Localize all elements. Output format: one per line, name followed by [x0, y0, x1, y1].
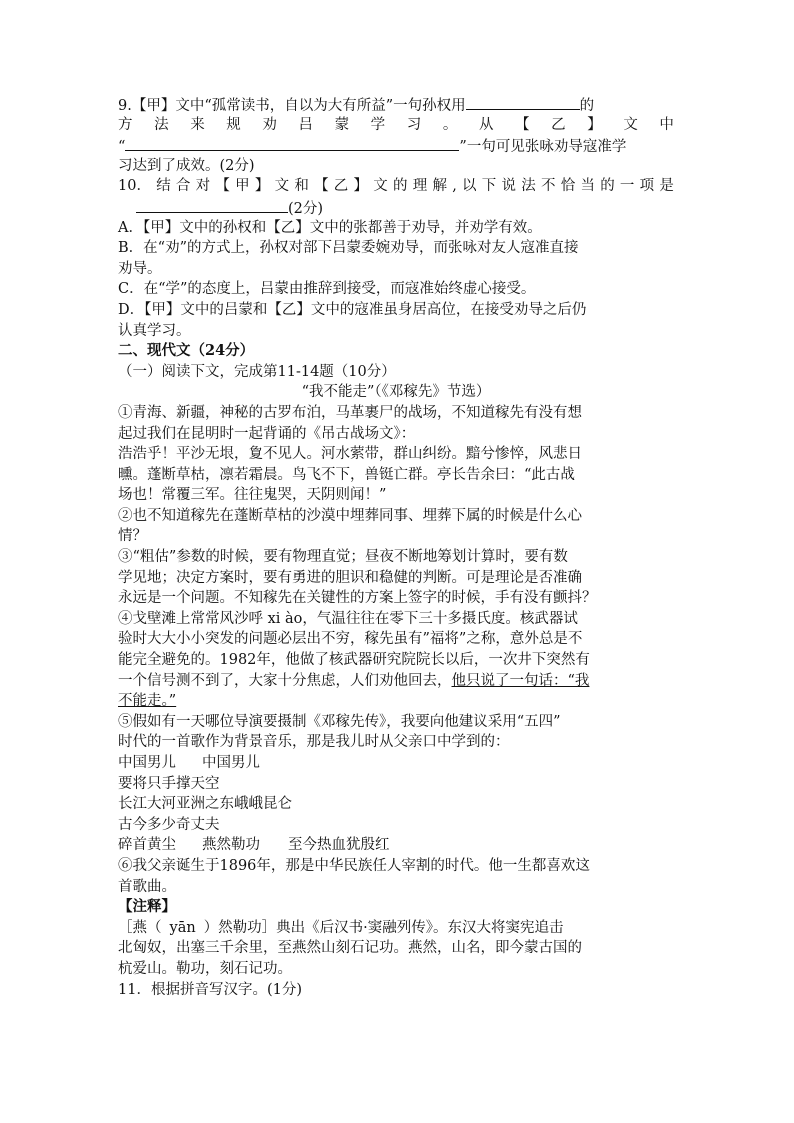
underlined-quote-end: 不能走。” [118, 693, 177, 710]
passage-line: 场也！常覆三军。往往鬼哭，天阴则闻！” [118, 487, 387, 504]
q9-line-1 [118, 94, 674, 115]
q9-char: 【 [515, 116, 530, 133]
passage-line: 能完全避免的。1982年，他做了核武器研究院院长以后，一次井下突然有 [118, 652, 590, 669]
q10-char: 结 [156, 178, 171, 195]
q10-char: 的 [393, 178, 408, 195]
q9-char: 吕 [298, 116, 313, 133]
q9-char: 文 [623, 116, 638, 133]
passage-line: 永远是一个问题。不知稼先在关键性的方案上签字的时候，手有没有颤抖？ [118, 590, 597, 607]
q10-char: 解 [432, 178, 447, 195]
q10-char: 说 [501, 178, 517, 195]
q10-char: 以 [462, 178, 477, 195]
q9-line-2 [118, 115, 674, 136]
q10-char: 】 [353, 178, 369, 195]
song-line: 古今多少奇丈夫 [118, 816, 220, 833]
q10-char: 下 [481, 178, 497, 195]
passage-line: 情？ [118, 528, 147, 545]
song-line [118, 753, 674, 774]
q9-char: 】 [587, 116, 602, 133]
q10-answer-blank[interactable] [136, 197, 288, 213]
passage-line: 曛。蓬断草枯，凛若霜晨。鸟飞不下，兽铤亡群。亭长告余曰：“此古战 [118, 466, 575, 483]
q9-char: 蒙 [334, 116, 350, 133]
q9-char: 规 [226, 116, 241, 133]
note-heading: 【注释】 [118, 898, 176, 916]
q9-char: 方 [118, 116, 133, 133]
q9-text: 9.【甲】文中“孤常读书，自以为大有所益”一句孙权用 [118, 98, 466, 114]
passage-line: ④戈壁滩上常常风沙呼 xi ào，气温往往在零下三十多摄氏度。核武器试 [118, 610, 578, 627]
q9-char: 来 [190, 116, 205, 133]
pinyin: yān [169, 919, 196, 936]
passage-line: 浩浩乎！平沙无垠，夐不见人。河水萦带，群山纠纷。黯兮惨悴，风悲日 [118, 446, 582, 463]
song-phrase: 中国男儿 [202, 755, 260, 771]
q10-char: 】 [254, 178, 270, 195]
passage-line: 学见地；决定方案时，要有勇进的胆识和稳健的判断。可是理论是否准确 [118, 569, 582, 586]
q10-char: 乙 [333, 178, 349, 195]
q10-char: 对 [195, 178, 211, 195]
section-subheading: （一）阅读下文，完成第11-14题（10分） [118, 363, 396, 380]
q11-stem: 11．根据拼音写汉字。(1分) [118, 981, 302, 998]
q9-char: 法 [154, 116, 169, 133]
passage-line: ⑤假如有一天哪位导演要摄制《邓稼先传》，我要向他建议采用“五四” [118, 713, 561, 730]
q10-option-d-1: D．【甲】文中的吕蒙和【乙】文中的寇准虽身居高位，在接受劝导之后仍 [118, 301, 587, 318]
q10-char: 一 [619, 178, 635, 195]
song-line: 要将只手撑天空 [118, 775, 220, 792]
q9-char: 。 [442, 116, 458, 133]
passage-line: ①青海、新疆，神秘的古罗布泊，马革裹尸的战场，不知道稼先有没有想 [118, 404, 582, 421]
q10-char: 理 [412, 178, 428, 195]
q10-char: 合 [175, 178, 191, 195]
q10-char: 项 [639, 178, 655, 195]
note-line: 北匈奴，出塞三千余里，至燕然山刻石记功。燕然，山名，即今蒙古国的 [118, 940, 582, 957]
song-line [118, 835, 674, 856]
note-line [118, 918, 674, 939]
note-text: ［燕（ [118, 919, 162, 936]
q10-char: 的 [600, 178, 615, 195]
section-heading: 二、现代文（24分） [118, 342, 255, 360]
passage-line: 首歌曲。 [118, 878, 176, 895]
q9-char: 从 [478, 116, 494, 133]
q9-text-end: 的 [579, 98, 595, 114]
exam-page [118, 94, 674, 1000]
song-line: 长江大河亚洲之东峨峨昆仑 [118, 796, 292, 813]
q10-char: 法 [521, 178, 536, 195]
q10-char: 恰 [560, 178, 576, 195]
q10-char: 当 [580, 178, 595, 195]
q10-char: 和 [294, 178, 309, 195]
passage-line: ⑥我父亲诞生于1896年，那是中华民族任人宰割的时代。他一生都喜欢这 [118, 857, 590, 874]
song-phrase: 中国男儿 [118, 755, 176, 771]
q10-char: 是 [659, 178, 674, 195]
song-phrase: 至今热血犹殷红 [288, 837, 390, 854]
q10-line-2 [118, 197, 674, 218]
underlined-quote: 他只说了一句话：“我 [451, 672, 590, 689]
q9-line-4: 习达到了成效。(2分) [118, 157, 255, 174]
q10-option-c: C．在“学”的态度上，吕蒙由推辞到接受，而寇准始终虚心接受。 [118, 281, 536, 298]
q10-char: 【 [314, 178, 329, 195]
q10-option-b-1: B．在“劝”的方式上，孙权对部下吕蒙委婉劝导，而张咏对友人寇准直接 [118, 240, 579, 257]
q9-char: 学 [370, 116, 386, 133]
q10-char: 文 [373, 178, 388, 195]
passage-line: 时代的一首歌作为背景音乐，那是我儿时从父亲口中学到的： [118, 734, 510, 751]
q9-char: 中 [659, 116, 674, 133]
q9-text-3: ”一句可见张咏劝导寇准学 [459, 139, 627, 156]
passage-line: 起过我们在昆明时一起背诵的《吊古战场文》： [118, 425, 416, 442]
passage-title: “我不能走”（《邓稼先》节选） [301, 384, 491, 401]
q10-char: 甲 [235, 178, 250, 195]
note-line: 杭爱山。勒功，刻石记功。 [118, 960, 292, 977]
passage-line [118, 671, 674, 692]
q10-option-a: A．【甲】文中的孙权和【乙】文中的张都善于劝导，并劝学有效。 [118, 219, 542, 236]
passage-line: 验时大大小小突发的问题必层出不穷，稼先虽有”福将”之称，意外总是不 [118, 631, 583, 648]
song-phrase: 燕然勒功 [202, 837, 260, 854]
q10-option-b-2: 劝导。 [118, 260, 162, 277]
q10-char: 文 [274, 178, 290, 195]
song-phrase: 碎首黄尘 [118, 837, 176, 854]
q9-answer-blank-1[interactable] [466, 94, 580, 110]
q10-char: 【 [215, 178, 230, 195]
q10-char: 10． [118, 178, 151, 195]
q10-stem [118, 176, 674, 197]
q9-char: 劝 [262, 116, 277, 133]
q9-quote-open: “ [118, 139, 126, 156]
q9-char: 乙 [551, 116, 566, 133]
q10-char: 不 [540, 178, 556, 195]
q9-char: 习 [406, 116, 422, 133]
q10-option-d-2: 认真学习。 [118, 322, 191, 339]
passage-text: 一个信号测不到了，大家十分焦虑，人们劝他回去， [118, 672, 452, 689]
q9-line-3 [118, 135, 674, 156]
note-text: ）然勒功］典出《后汉书·窦融列传》。东汉大将窦宪追击 [203, 919, 564, 936]
q9-answer-blank-2[interactable] [125, 135, 459, 151]
q10-char: , [452, 178, 457, 195]
passage-line: ③“粗估”参数的时候，要有物理直觉；昼夜不断地筹划计算时，要有数 [118, 549, 568, 566]
passage-line: ②也不知道稼先在蓬断草枯的沙漠中埋葬同事、埋葬下属的时候是什么心 [118, 507, 582, 524]
q10-score: (2分) [288, 200, 324, 217]
